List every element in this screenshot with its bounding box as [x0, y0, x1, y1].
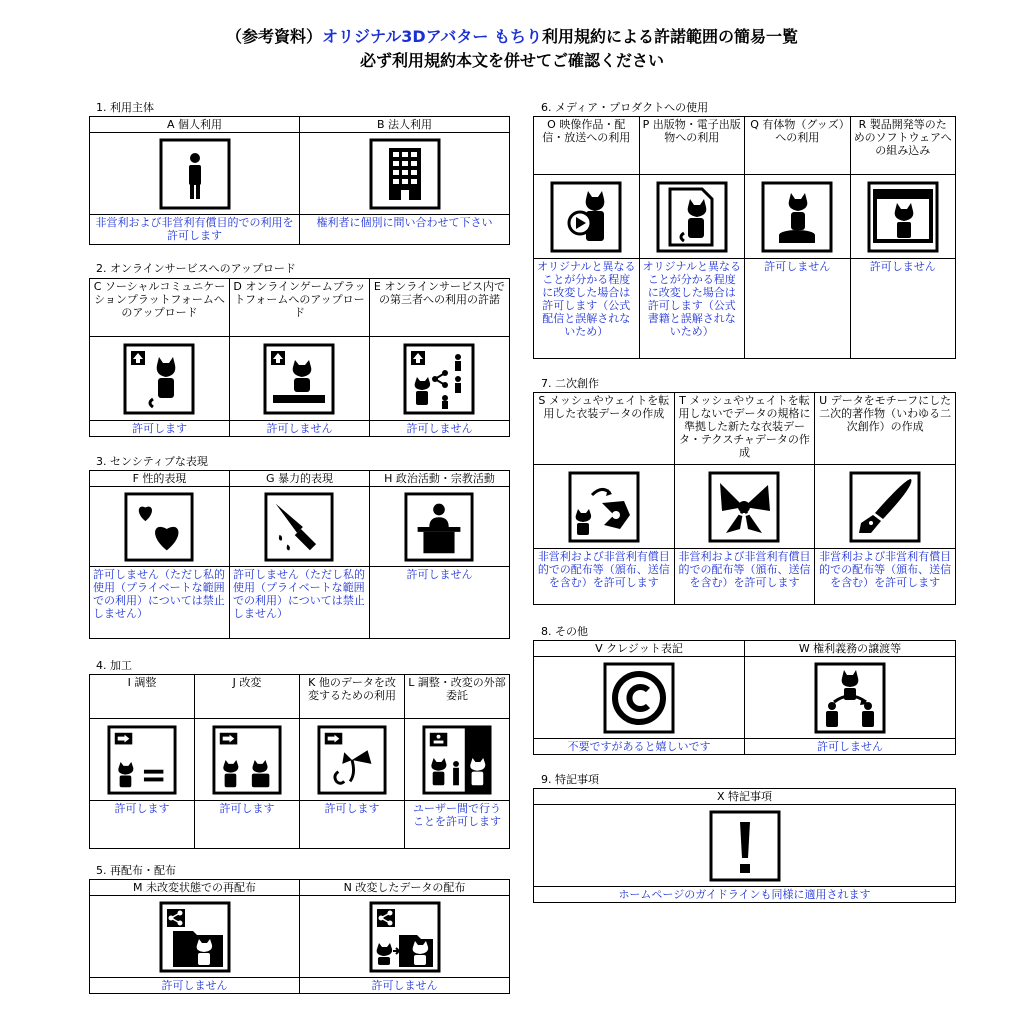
section-table-3 — [89, 470, 510, 639]
item-icon-cell-e — [369, 337, 509, 421]
item-header-o: O 映像作品・配信・放送への利用 — [534, 117, 640, 175]
upload-game-icon — [263, 343, 335, 415]
item-icon-cell-m — [90, 896, 300, 978]
item-header-x: X 特記事項 — [534, 789, 956, 805]
item-status-o: オリジナルと異なることが分かる程度に改変した場合は許可します（公式配信と誤解されないため） — [534, 259, 640, 359]
item-header-m: M 未改変状態での再配布 — [90, 880, 300, 896]
item-header-c: C ソーシャルコミュニケーションプラットフォームへのアップロード — [90, 279, 230, 337]
redistribute-icon — [159, 901, 231, 973]
item-status-a: 非営利および非営利有償目的での利用を許可します — [90, 215, 300, 245]
item-icon-cell-o — [534, 175, 640, 259]
section-title-4: 4. 加工 — [96, 659, 132, 672]
section-table-2 — [89, 278, 510, 437]
item-header-n: N 改変したデータの配布 — [300, 880, 510, 896]
item-icon-cell-g — [229, 487, 369, 567]
distribute-modified-icon — [369, 901, 441, 973]
item-header-q: Q 有体物（グッズ）への利用 — [745, 117, 851, 175]
bow-icon — [708, 471, 780, 543]
item-header-g: G 暴力的表現 — [229, 471, 369, 487]
item-icon-cell-a — [90, 133, 300, 215]
item-status-f: 許可しません（ただし私的使用（プライベートな範囲での利用）については禁止しません） — [90, 567, 230, 639]
item-icon-cell-c — [90, 337, 230, 421]
section-title-2: 2. オンラインサービスへのアップロード — [96, 262, 296, 275]
section-title-1: 1. 利用主体 — [96, 101, 154, 114]
item-icon-cell-d — [229, 337, 369, 421]
modify-other-icon — [317, 725, 387, 795]
item-header-i: I 調整 — [90, 675, 195, 719]
item-status-b: 権利者に個別に問い合わせて下さい — [300, 215, 510, 245]
item-icon-cell-w — [745, 657, 956, 739]
modify-icon — [212, 725, 282, 795]
item-icon-cell-h — [369, 487, 509, 567]
item-status-s: 非営利および非営利有償目的での配布等（頒布、送信を含む）を許可します — [534, 549, 675, 605]
section-title-8: 8. その他 — [541, 625, 588, 638]
section-table-1 — [89, 116, 510, 245]
section-title-6: 6. メディア・プロダクトへの使用 — [541, 101, 709, 114]
upload-avatar-icon — [123, 343, 195, 415]
item-icon-cell-r — [850, 175, 956, 259]
page-subtitle: 必ず利用規約本文を併せてご確認ください — [359, 51, 664, 70]
page-title — [0, 26, 1024, 48]
item-icon-cell-q — [745, 175, 851, 259]
item-status-x: ホームページのガイドラインも同様に適用されます — [534, 887, 956, 903]
section-title-7: 7. 二次創作 — [541, 377, 599, 390]
item-icon-cell-v — [534, 657, 745, 739]
adjust-icon — [107, 725, 177, 795]
knife-icon — [264, 492, 334, 562]
item-header-a: A 個人利用 — [90, 117, 300, 133]
item-header-r: R 製品開発等のためのソフトウェアへの組み込み — [850, 117, 956, 175]
item-status-w: 許可しません — [745, 739, 956, 755]
item-icon-cell-k — [300, 719, 405, 801]
item-status-e: 許可しません — [369, 421, 509, 437]
item-icon-cell-b — [300, 133, 510, 215]
item-header-j: J 改変 — [195, 675, 300, 719]
item-status-g: 許可しません（ただし私的使用（プライベートな範囲での利用）については禁止しません） — [229, 567, 369, 639]
software-icon — [867, 181, 939, 253]
item-status-u: 非営利および非営利有償目的での配布等（頒布、送信を含む）を許可します — [815, 549, 956, 605]
share-third-party-icon — [403, 343, 475, 415]
item-icon-cell-i — [90, 719, 195, 801]
item-status-v: 不要ですがあると嬉しいです — [534, 739, 745, 755]
item-header-v: V クレジット表記 — [534, 641, 745, 657]
section-title-9: 9. 特記事項 — [541, 773, 599, 786]
item-status-q: 許可しません — [745, 259, 851, 359]
item-header-t: T メッシュやウェイトを転用しないでデータの規格に準拠した新たな衣装データ・テクスチャデータの作成 — [674, 393, 815, 465]
publication-icon — [656, 181, 728, 253]
item-icon-cell-x — [534, 805, 956, 887]
item-header-d: D オンラインゲームプラットフォームへのアップロード — [229, 279, 369, 337]
item-status-r: 許可しません — [850, 259, 956, 359]
title-prefix: （参考資料） — [226, 27, 323, 46]
item-icon-cell-l — [405, 719, 510, 801]
section-table-9 — [533, 788, 956, 903]
item-status-t: 非営利および非営利有償目的での配布等（頒布、送信を含む）を許可します — [674, 549, 815, 605]
item-icon-cell-s — [534, 465, 675, 549]
podium-icon — [404, 492, 474, 562]
item-icon-cell-j — [195, 719, 300, 801]
title-product-name: オリジナル3Dアバター もちり — [322, 27, 542, 46]
figure-icon — [761, 181, 833, 253]
title-suffix: 利用規約による許諾範囲の簡易一覧 — [541, 27, 798, 46]
exclamation-icon — [709, 810, 781, 882]
person-icon — [159, 138, 231, 210]
item-status-d: 許可しません — [229, 421, 369, 437]
section-table-7 — [533, 392, 956, 605]
item-icon-cell-n — [300, 896, 510, 978]
costume-icon — [568, 471, 640, 543]
item-header-w: W 権利義務の譲渡等 — [745, 641, 956, 657]
item-status-c: 許可します — [90, 421, 230, 437]
video-icon — [550, 181, 622, 253]
item-status-m: 許可しません — [90, 978, 300, 994]
section-table-8 — [533, 640, 956, 755]
pen-icon — [849, 471, 921, 543]
item-header-u: U データをモチーフにした二次的著作物（いわゆる二次創作）の作成 — [815, 393, 956, 465]
outsource-icon — [422, 725, 492, 795]
item-header-h: H 政治活動・宗教活動 — [369, 471, 509, 487]
section-table-6 — [533, 116, 956, 359]
transfer-icon — [814, 662, 886, 734]
item-header-e: E オンラインサービス内での第三者への利用の許諾 — [369, 279, 509, 337]
item-icon-cell-u — [815, 465, 956, 549]
item-icon-cell-f — [90, 487, 230, 567]
item-icon-cell-p — [639, 175, 745, 259]
item-status-l: ユーザー間で行うことを許可します — [405, 801, 510, 849]
item-status-j: 許可します — [195, 801, 300, 849]
item-header-f: F 性的表現 — [90, 471, 230, 487]
item-header-p: P 出版物・電子出版物への利用 — [639, 117, 745, 175]
section-title-5: 5. 再配布・配布 — [96, 864, 176, 877]
section-table-4 — [89, 674, 510, 849]
item-icon-cell-t — [674, 465, 815, 549]
section-table-5 — [89, 879, 510, 994]
building-icon — [369, 138, 441, 210]
item-header-b: B 法人利用 — [300, 117, 510, 133]
item-header-k: K 他のデータを改変するための利用 — [300, 675, 405, 719]
section-title-3: 3. センシティブな表現 — [96, 455, 208, 468]
item-status-p: オリジナルと異なることが分かる程度に改変した場合は許可します（公式書籍と誤解されないため） — [639, 259, 745, 359]
item-status-i: 許可します — [90, 801, 195, 849]
item-status-k: 許可します — [300, 801, 405, 849]
hearts-icon — [124, 492, 194, 562]
item-status-n: 許可しません — [300, 978, 510, 994]
item-header-l: L 調整・改変の外部委託 — [405, 675, 510, 719]
item-header-s: S メッシュやウェイトを転用した衣装データの作成 — [534, 393, 675, 465]
item-status-h: 許可しません — [369, 567, 509, 639]
copyright-icon — [603, 662, 675, 734]
